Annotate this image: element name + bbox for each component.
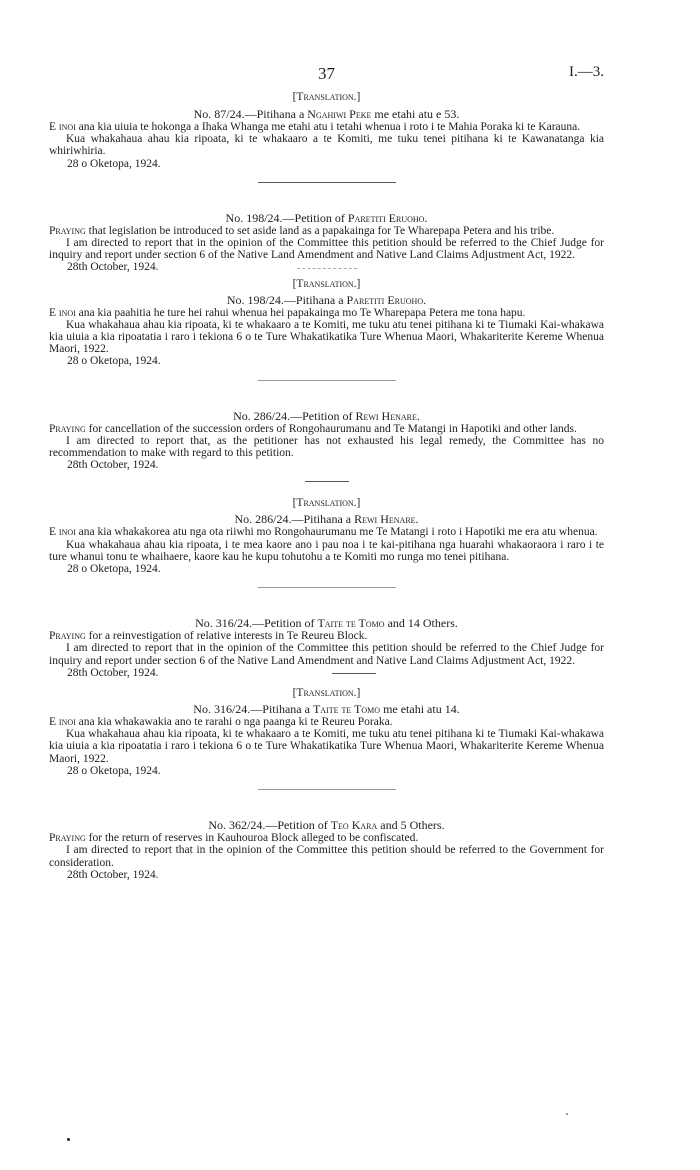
prayer-lead: E inoi: [49, 526, 76, 539]
petition-316-translation: [49, 686, 604, 777]
petition-198: [49, 211, 604, 274]
petition-heading: [49, 702, 604, 716]
document-reference: I.—3.: [569, 64, 604, 80]
section-divider: [305, 481, 349, 482]
translation-label: [Translation.]: [292, 497, 361, 510]
petition-heading: [49, 512, 604, 526]
heading-suffix: .: [424, 210, 428, 225]
prayer-lead: E inoi: [49, 306, 76, 319]
document-page: [49, 58, 604, 881]
petition-286: [49, 409, 604, 472]
petition-prayer: [49, 423, 604, 435]
heading-suffix: .: [415, 512, 419, 527]
petition-prayer: [49, 526, 604, 538]
prayer-text: for the return of reserves in Kauhouroa Block alleged to be confiscated.: [85, 832, 419, 845]
petition-prayer: [49, 716, 604, 728]
section-divider: [332, 673, 376, 674]
petition-heading: [49, 409, 604, 423]
petitioner-name: Paretiti Eruoho: [346, 292, 424, 307]
section-divider: [297, 268, 357, 269]
committee-report: I am directed to report that, as the petitioner has not exhausted his legal remedy, the Committee has no recommendation to make with regard to this petition.: [49, 434, 604, 460]
report-date: 28 o Oketopa, 1924.: [67, 157, 161, 170]
petition-362: [49, 818, 604, 881]
heading-number: No. 198/24.—Petition of: [225, 210, 348, 225]
prayer-text: ana kia uiuia te hokonga a Ihaka Whanga me etahi atu i tetahi whenua i roto i te Mahia Poraka ki te Karauna.: [75, 121, 581, 133]
heading-suffix: and 5 Others.: [377, 818, 445, 833]
heading-number: No. 286/24.—Petition of: [233, 408, 356, 423]
committee-report: I am directed to report that in the opinion of the Committee this petition should be referred to the Chief Judge for inquiry and report under section 6 of the Native Land Amendment and Native Land Claims Adjustment Act, 1922.: [49, 642, 604, 667]
petitioner-name: Taite te Tomo: [317, 616, 385, 631]
section-divider: [258, 182, 396, 183]
petitioner-name: Paretiti Eruoho: [347, 210, 425, 225]
report-date: 28 o Oketopa, 1924.: [67, 764, 161, 777]
report-date: 28 o Oketopa, 1924.: [67, 355, 161, 368]
prayer-lead: E inoi: [49, 121, 76, 133]
heading-suffix: me etahi atu e 53.: [371, 107, 460, 121]
report-date: 28th October, 1924.: [67, 666, 159, 679]
petition-prayer: [49, 121, 604, 133]
petition-prayer: [49, 630, 604, 642]
petition-heading: [49, 107, 604, 121]
prayer-text: that legislation be introduced to set aside land as a papakainga for Te Wharepapa Petera and his tribe.: [85, 224, 555, 237]
committee-report: I am directed to report that in the opinion of the Committee this petition should be referred to the Chief Judge for inquiry and report under section 6 of the Native Land Amendment and Native Land Claims Adjustment Act, 1922.: [49, 237, 604, 262]
section-divider: [258, 587, 396, 588]
page-header: [49, 58, 604, 86]
print-speck: [67, 1138, 70, 1141]
petition-heading: [49, 293, 604, 307]
committee-report: I am directed to report that in the opinion of the Committee this petition should be referred to the Government for consideration.: [49, 844, 604, 869]
prayer-lead: Praying: [49, 422, 86, 435]
petitioner-name: Rewi Henare: [354, 512, 416, 527]
prayer-lead: Praying: [49, 630, 86, 643]
petition-316: [49, 616, 604, 679]
prayer-text: for a reinvestigation of relative interests in Te Reureu Block.: [85, 630, 368, 643]
committee-report: Kua whakahaua ahau kia ripoata, ki te whakaaro a te Komiti, me tuku tenei pitihana ki te Kawanatanga kia whiriwhiria.: [49, 133, 604, 158]
committee-report: Kua whakahaua ahau kia ripoata, ki te whakaaro a te Komiti, me tuku atu tenei pitihana ki te Tiumaki Kai-whakawa kia uiuia a kia ripoatatia i raro i tekiona 6 o te Ture Whakatikatika Ture Whenua Maori, Whakariterite Kereme Whenua Maori, 1922.: [49, 318, 604, 356]
prayer-lead: E inoi: [49, 716, 76, 729]
section-divider: [258, 380, 396, 381]
petition-heading: [49, 211, 604, 225]
petitioner-name: Rewi Henare: [355, 408, 417, 423]
petitioner-name: Taite te Tomo: [312, 702, 381, 717]
section-divider: [258, 789, 396, 790]
translation-label: [Translation.]: [292, 91, 361, 103]
prayer-text: ana kia whakakorea atu nga ota riiwhi mo Rongohaurumanu me Te Matangi i roto i Hapotiki me era atu whenua.: [75, 526, 598, 539]
print-speck: [566, 1113, 568, 1115]
petitioner-name: Teo Kara: [330, 818, 378, 833]
petition-prayer: [49, 307, 604, 319]
heading-number: No. 316/24.—Pitihana a: [193, 702, 313, 717]
report-date: 28 o Oketopa, 1924.: [67, 563, 161, 576]
report-date: 28th October, 1924.: [67, 459, 159, 472]
prayer-lead: Praying: [49, 224, 86, 237]
heading-suffix: and 14 Others.: [384, 616, 458, 631]
page-number: 37: [318, 64, 335, 83]
heading-suffix: .: [423, 292, 427, 307]
prayer-lead: Praying: [49, 832, 86, 845]
petitioner-name: Ngahiwi Peke: [307, 107, 372, 121]
heading-number: No. 87/24.—Pitihana a: [193, 107, 308, 121]
committee-report: Kua whakahaua ahau kia ripoata, i te mea kaore ano i pau noa i te kai-pitihana nga huarahi whakaoraora i raro i te ture whanui tonu te whaihaere, kaore kau he kupu tohutohu a te Komiti mo runga mo tenei pitihana.: [49, 538, 604, 563]
heading-suffix: me etahi atu 14.: [380, 702, 460, 717]
petition-heading: [49, 818, 604, 832]
committee-report: Kua whakahaua ahau kia ripoata, ki te whakaaro a te Komiti, me tuku atu tenei pitihana ki te Tiumaki Kai-whakawa kia uiuia a kia ripoatatia i raro i tekiona 6 o te Ture Whakatikatika Ture Whenua Maori, Whakariterite Kereme Whenua Maori, 1922.: [49, 728, 604, 765]
translation-label: [Translation.]: [292, 687, 361, 700]
heading-number: No. 198/24.—Pitihana a: [226, 292, 347, 307]
heading-suffix: .: [416, 408, 420, 423]
petition-87-translation: [49, 90, 604, 170]
report-date: 28th October, 1924.: [67, 868, 159, 881]
report-date: 28th October, 1924.: [67, 261, 159, 274]
petition-286-translation: [49, 496, 604, 575]
heading-number: No. 316/24.—Petition of: [195, 616, 318, 631]
prayer-text: ana kia whakawakia ano te rarahi o nga paanga ki te Reureu Poraka.: [75, 716, 393, 729]
prayer-text: ana kia paahitia he ture hei rahui whenua hei papakainga mo Te Wharepapa Petera me tona hapu.: [75, 306, 526, 319]
petition-198-translation: [49, 277, 604, 368]
heading-number: No. 286/24.—Pitihana a: [234, 512, 355, 527]
prayer-text: for cancellation of the succession orders of Rongohaurumanu and Te Matangi in Hapotiki and other lands.: [85, 422, 577, 435]
translation-label: [Translation.]: [292, 277, 361, 290]
petition-prayer: [49, 225, 604, 237]
petition-heading: [49, 616, 604, 630]
heading-number: No. 362/24.—Petition of: [208, 818, 331, 833]
petition-prayer: [49, 832, 604, 844]
